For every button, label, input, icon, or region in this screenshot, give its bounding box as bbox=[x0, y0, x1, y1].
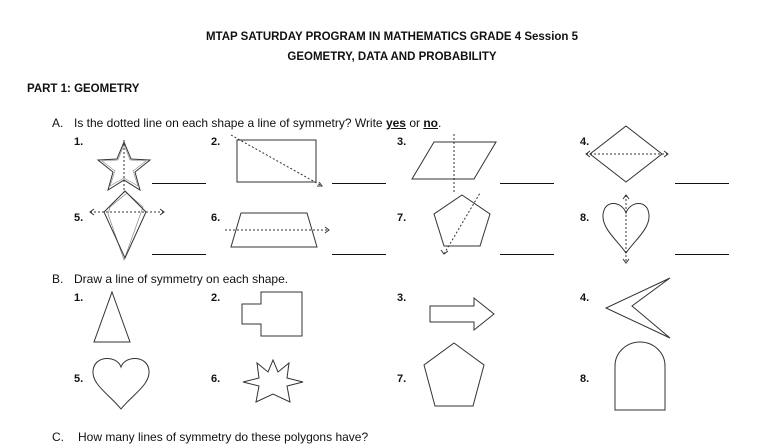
section-b-question: Draw a line of symmetry on each shape. bbox=[74, 272, 289, 286]
arrow-icon[interactable] bbox=[428, 296, 498, 332]
item-b8-number: 8. bbox=[580, 373, 590, 385]
item-b2-number: 2. bbox=[211, 292, 221, 304]
triangle-icon[interactable] bbox=[90, 290, 134, 346]
starburst-icon[interactable] bbox=[240, 358, 306, 406]
rectangle-diagonal-icon bbox=[226, 134, 326, 189]
arch-icon[interactable] bbox=[612, 340, 668, 412]
item-a8-number: 8. bbox=[580, 212, 590, 224]
item-b1-number: 1. bbox=[74, 292, 84, 304]
worksheet-title: MTAP SATURDAY PROGRAM IN MATHEMATICS GRADE 4 Session 5 bbox=[205, 31, 579, 43]
no-word: no bbox=[423, 116, 438, 130]
answer-blank-a6[interactable] bbox=[332, 254, 386, 255]
section-a-label: A. bbox=[52, 116, 64, 130]
item-a2-number: 2. bbox=[211, 136, 221, 148]
answer-blank-a7[interactable] bbox=[500, 254, 554, 255]
item-a4-number: 4. bbox=[580, 136, 590, 148]
item-b7-number: 7. bbox=[397, 373, 407, 385]
item-a7-number: 7. bbox=[397, 212, 407, 224]
parallelogram-icon bbox=[410, 134, 500, 194]
item-b6-number: 6. bbox=[211, 373, 221, 385]
yes-word: yes bbox=[385, 116, 406, 130]
or-word: or bbox=[405, 116, 424, 130]
item-a5-number: 5. bbox=[74, 212, 84, 224]
section-c-question: How many lines of symmetry do these polygons have? bbox=[78, 430, 369, 444]
heart-icon bbox=[598, 193, 654, 265]
item-b4-number: 4. bbox=[580, 292, 590, 304]
heart-icon[interactable] bbox=[90, 353, 152, 411]
kite-icon bbox=[88, 188, 168, 263]
answer-blank-a3[interactable] bbox=[500, 183, 554, 184]
item-a3-number: 3. bbox=[397, 136, 407, 148]
star-icon bbox=[95, 140, 155, 195]
pentagon-icon bbox=[428, 192, 498, 258]
section-a-question bbox=[74, 116, 441, 130]
question-text: Is the dotted line on each shape a line of symmetry? Write bbox=[74, 116, 386, 130]
answer-blank-a8[interactable] bbox=[675, 254, 729, 255]
worksheet-subtitle: GEOMETRY, DATA AND PROBABILITY bbox=[287, 51, 497, 63]
part-title: PART 1: GEOMETRY bbox=[27, 83, 140, 95]
item-a1-number: 1. bbox=[74, 136, 84, 148]
cross-shape-icon[interactable] bbox=[240, 290, 304, 340]
diamond-icon bbox=[584, 124, 674, 186]
answer-blank-a2[interactable] bbox=[332, 183, 386, 184]
answer-blank-a4[interactable] bbox=[675, 183, 729, 184]
period: . bbox=[438, 116, 442, 130]
answer-blank-a1[interactable] bbox=[152, 183, 206, 184]
item-b5-number: 5. bbox=[74, 373, 84, 385]
item-a6-number: 6. bbox=[211, 212, 221, 224]
trapezoid-icon bbox=[223, 205, 333, 255]
section-b-label: B. bbox=[52, 272, 64, 286]
chevron-icon[interactable] bbox=[604, 276, 678, 342]
item-b3-number: 3. bbox=[397, 292, 407, 304]
section-c-label: C. bbox=[52, 430, 64, 444]
pentagon-icon[interactable] bbox=[420, 340, 488, 410]
